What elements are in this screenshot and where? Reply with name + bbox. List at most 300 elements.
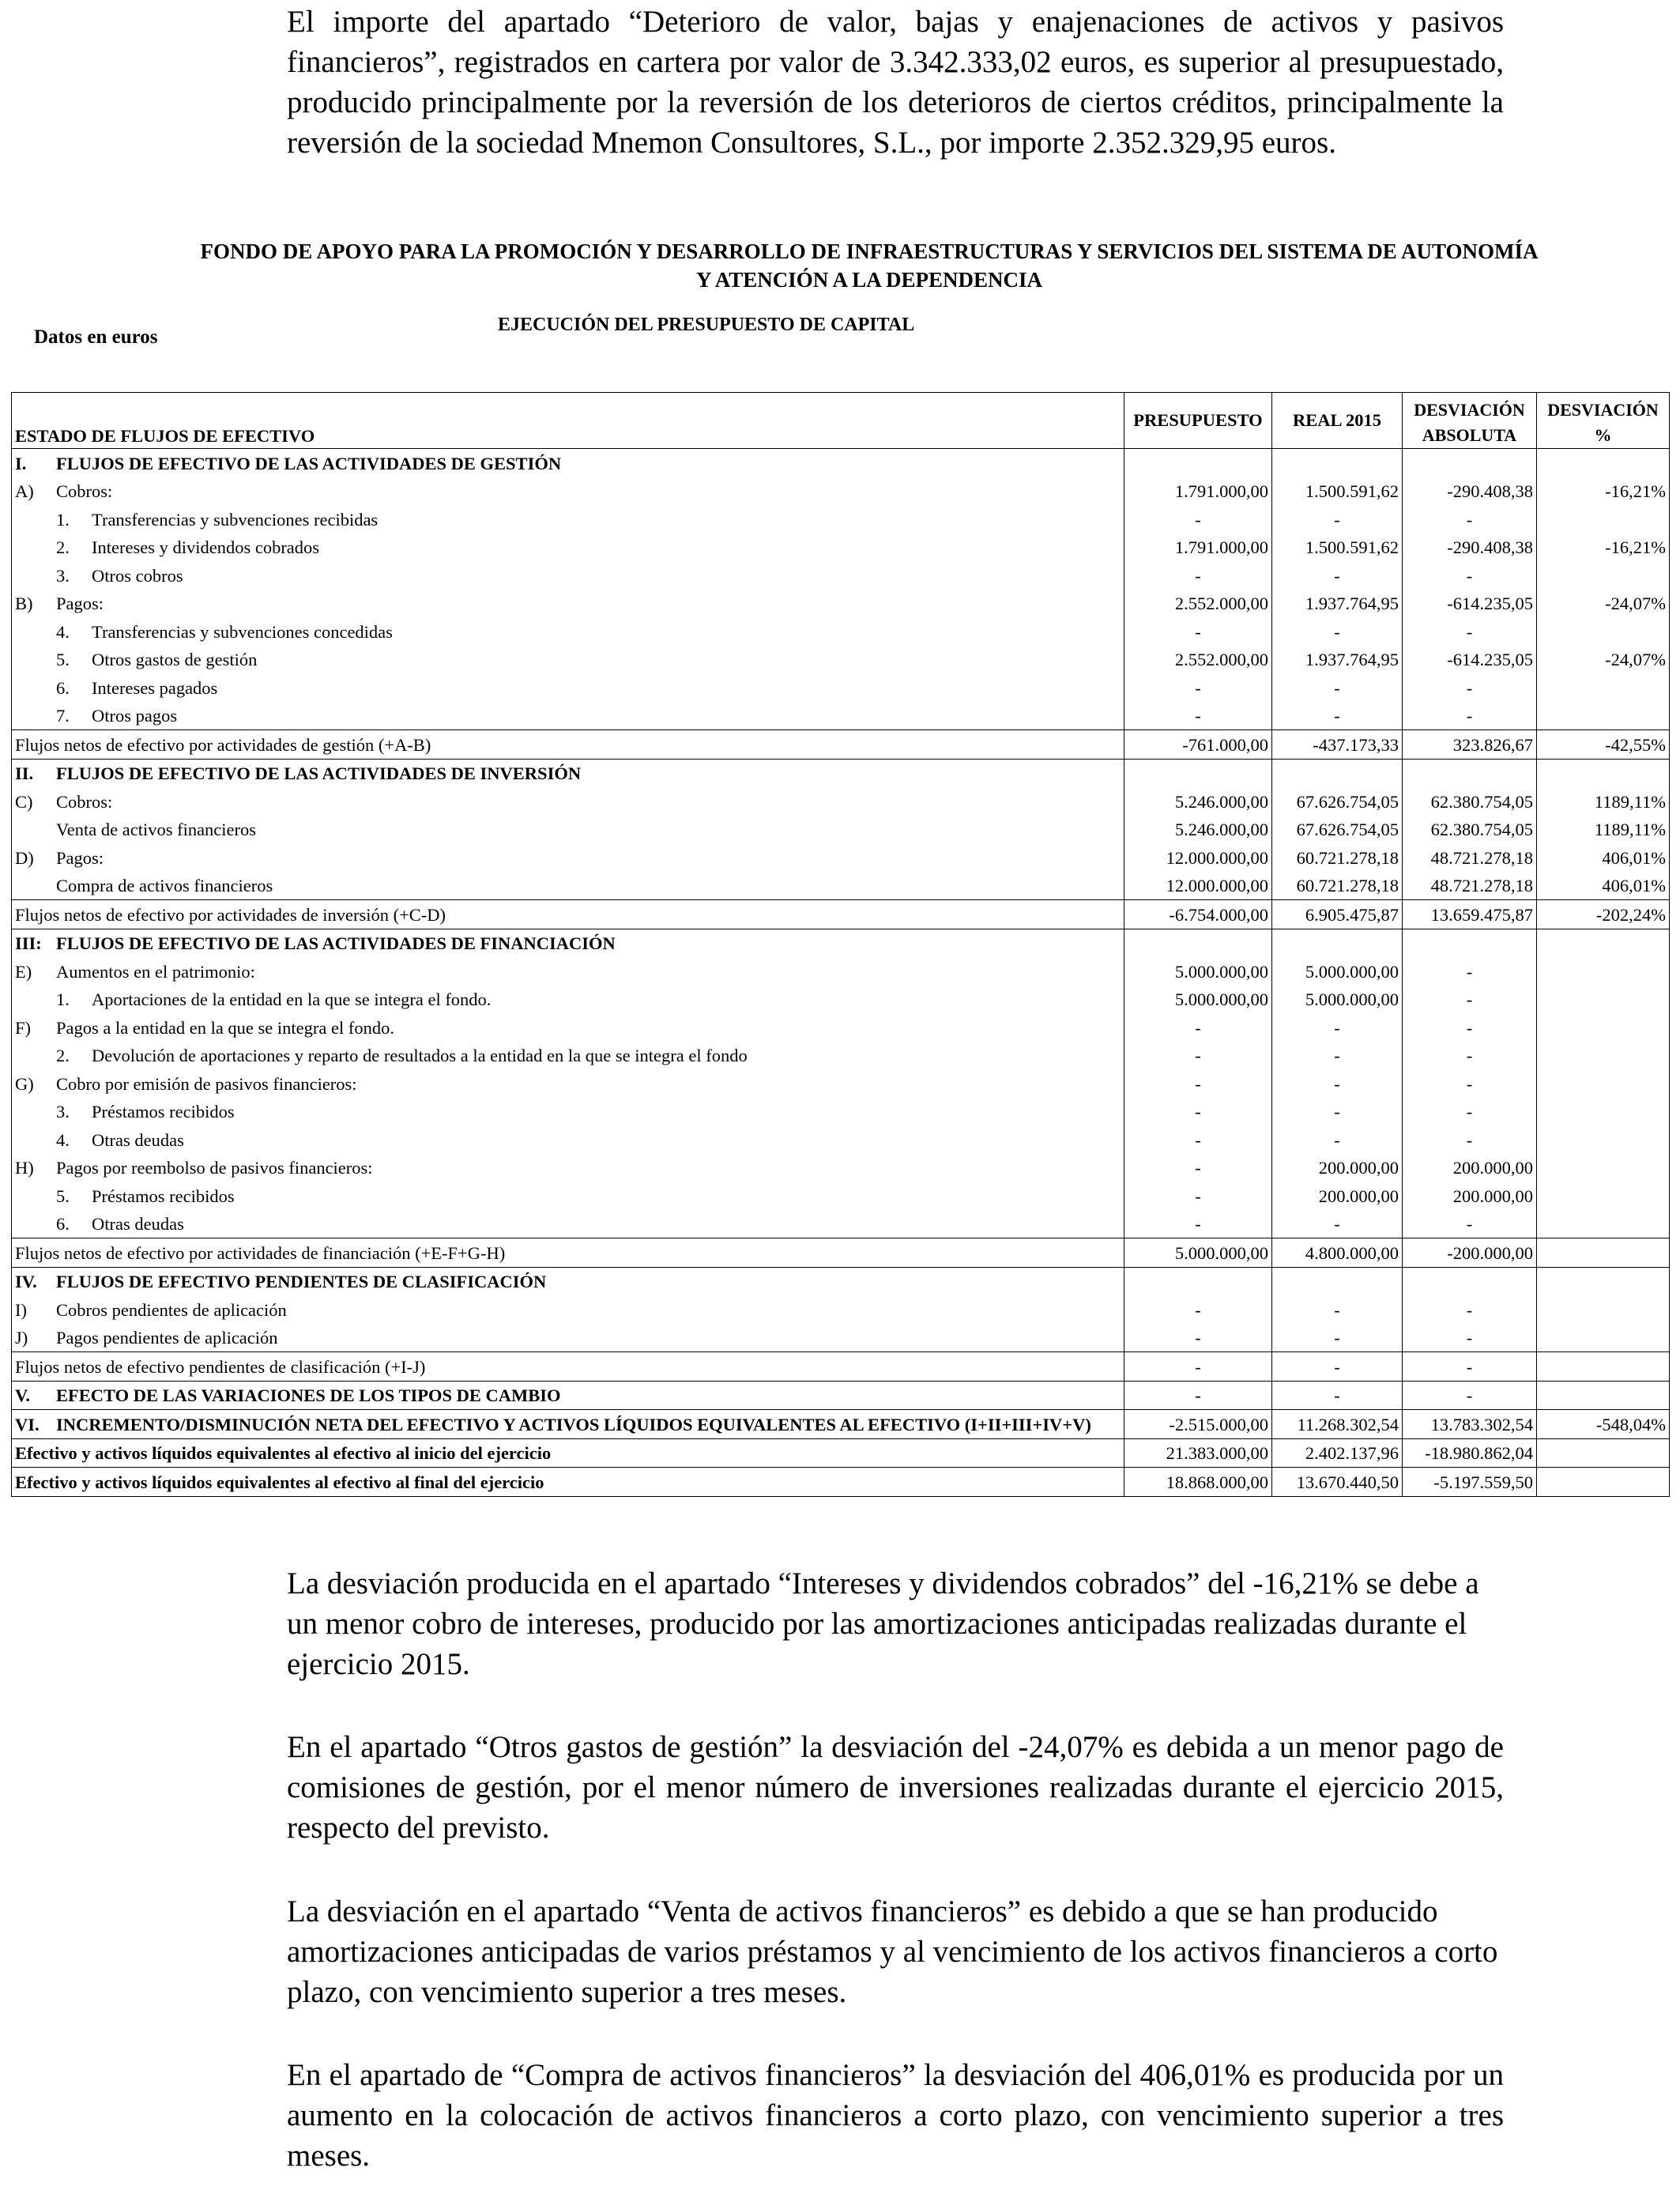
desviacion-pct-cell — [1537, 505, 1670, 533]
real-cell: - — [1272, 673, 1403, 702]
row-label-cell — [12, 1381, 1124, 1410]
row-label: Transferencias y subvenciones recibidas — [92, 509, 379, 530]
desviacion-absoluta-cell: - — [1403, 1125, 1537, 1154]
table-row — [12, 1410, 1670, 1439]
real-cell: - — [1272, 1125, 1403, 1154]
table-row — [12, 759, 1670, 787]
row-label: Flujos netos de efectivo por actividades de inversión (+C-D) — [15, 904, 446, 925]
row-code: 4. — [56, 1129, 70, 1150]
desviacion-absoluta-cell: - — [1403, 1381, 1537, 1410]
row-label: INCREMENTO/DISMINUCIÓN NETA DEL EFECTIVO Y ACTIVOS LÍQUIDOS EQUIVALENTES AL EFECTIVO (I+II+III+IV+V) — [56, 1414, 1091, 1434]
real-cell: - — [1272, 1098, 1403, 1126]
row-label-cell — [12, 477, 1124, 506]
row-label-cell — [12, 1324, 1124, 1352]
row-label-cell — [12, 1154, 1124, 1182]
row-label-cell — [12, 1210, 1124, 1238]
row-label: Aumentos en el patrimonio: — [56, 961, 255, 982]
row-code: 7. — [56, 706, 70, 726]
real-cell: 67.626.754,05 — [1272, 816, 1403, 844]
table-row — [12, 1295, 1670, 1324]
presupuesto-cell: -2.515.000,00 — [1124, 1410, 1272, 1439]
presupuesto-cell: - — [1124, 702, 1272, 730]
desviacion-pct-cell: -548,04% — [1537, 1410, 1670, 1439]
row-label-cell — [12, 1238, 1124, 1268]
row-code: I) — [15, 1299, 27, 1320]
row-label: Flujos netos de efectivo por actividades de financiación (+E-F+G-H) — [15, 1242, 506, 1263]
table-row — [12, 1324, 1670, 1352]
row-code: VI. — [15, 1414, 40, 1434]
table-row — [12, 533, 1670, 562]
units-label: Datos en euros — [34, 326, 158, 348]
real-cell: - — [1272, 1352, 1403, 1382]
table-row — [12, 1210, 1670, 1238]
table-row — [12, 505, 1670, 533]
row-label-cell — [12, 900, 1124, 929]
desviacion-absoluta-cell: - — [1403, 1324, 1537, 1352]
paragraph-3: La desviación en el apartado “Venta de activos financieros” es debido a que se han producido amortizaciones anticipadas de varios préstamos y al vencimiento de los activos financieros a corto plazo, con vencimiento superior a tres meses. — [287, 1894, 1498, 2009]
row-label-cell — [12, 843, 1124, 872]
table-row — [12, 1267, 1670, 1295]
row-label-cell — [12, 787, 1124, 816]
row-code: III: — [15, 933, 42, 953]
presupuesto-cell: 2.552.000,00 — [1124, 646, 1272, 674]
row-label-cell — [12, 957, 1124, 986]
real-cell: 200.000,00 — [1272, 1154, 1403, 1182]
row-label-cell — [12, 1125, 1124, 1154]
row-label: FLUJOS DE EFECTIVO DE LAS ACTIVIDADES DE FINANCIACIÓN — [56, 933, 616, 953]
desviacion-absoluta-cell: -290.408,38 — [1403, 477, 1537, 506]
header-real: REAL 2015 — [1272, 393, 1403, 449]
table-row — [12, 900, 1670, 929]
desviacion-absoluta-cell: - — [1403, 702, 1537, 730]
desviacion-pct-cell — [1537, 1267, 1670, 1295]
paragraph-2: En el apartado “Otros gastos de gestión” la desviación del -24,07% es debida a un menor pago de comisiones de gestión, por el menor número de inversiones realizadas durante el ejercicio 2015, respecto del previsto. — [287, 1730, 1504, 1845]
table-row — [12, 561, 1670, 590]
table-row — [12, 1042, 1670, 1070]
desviacion-pct-cell: -24,07% — [1537, 646, 1670, 674]
header-label: ESTADO DE FLUJOS DE EFECTIVO — [12, 393, 1124, 449]
row-code: 6. — [56, 1214, 70, 1234]
real-cell — [1272, 759, 1403, 787]
paragraph-4: En el apartado de “Compra de activos financieros” la desviación del 406,01% es producida por un aumento en la colocación de activos financieros a corto plazo, con vencimiento superior a tres meses. — [287, 2058, 1504, 2173]
presupuesto-cell: - — [1124, 673, 1272, 702]
table-header-row — [12, 393, 1670, 449]
desviacion-absoluta-cell — [1403, 449, 1537, 477]
row-label: EFECTO DE LAS VARIACIONES DE LOS TIPOS DE CAMBIO — [56, 1385, 561, 1405]
row-label: Cobros: — [56, 481, 113, 501]
desviacion-absoluta-cell: 48.721.278,18 — [1403, 843, 1537, 872]
desviacion-pct-cell — [1537, 1098, 1670, 1126]
desviacion-pct-cell — [1537, 1013, 1670, 1042]
row-label: Flujos netos de efectivo pendientes de clasificación (+I-J) — [15, 1356, 426, 1377]
row-label-cell — [12, 1042, 1124, 1070]
row-label: Intereses pagados — [92, 677, 218, 698]
table-row — [12, 1238, 1670, 1268]
presupuesto-cell: -761.000,00 — [1124, 730, 1272, 760]
row-label-cell — [12, 1182, 1124, 1210]
desviacion-absoluta-cell: -614.235,05 — [1403, 646, 1537, 674]
row-code: I. — [15, 453, 27, 473]
desviacion-absoluta-cell — [1403, 929, 1537, 957]
row-label-cell — [12, 1468, 1124, 1497]
row-code: IV. — [15, 1272, 37, 1291]
presupuesto-cell: - — [1124, 1182, 1272, 1210]
row-code: A) — [15, 481, 34, 501]
presupuesto-cell — [1124, 759, 1272, 787]
row-label-cell — [12, 673, 1124, 702]
desviacion-absoluta-cell: 62.380.754,05 — [1403, 787, 1537, 816]
real-cell — [1272, 449, 1403, 477]
row-code: 3. — [56, 1102, 70, 1122]
desviacion-absoluta-cell: 48.721.278,18 — [1403, 872, 1537, 900]
table-row — [12, 730, 1670, 760]
table-row — [12, 590, 1670, 618]
desviacion-pct-cell: -24,07% — [1537, 590, 1670, 618]
row-label: Flujos netos de efectivo por actividades de gestión (+A-B) — [15, 734, 431, 755]
table-row — [12, 646, 1670, 674]
desviacion-absoluta-cell: 200.000,00 — [1403, 1154, 1537, 1182]
desviacion-pct-cell: 1189,11% — [1537, 787, 1670, 816]
desviacion-pct-cell — [1537, 1295, 1670, 1324]
row-label: Cobros: — [56, 791, 113, 812]
table-row — [12, 787, 1670, 816]
row-code: 5. — [56, 650, 70, 669]
row-label: Otros pagos — [92, 706, 178, 726]
row-label-cell — [12, 1013, 1124, 1042]
desviacion-pct-cell — [1537, 1042, 1670, 1070]
presupuesto-cell: - — [1124, 1381, 1272, 1410]
table-row — [12, 1438, 1670, 1468]
real-cell: 6.905.475,87 — [1272, 900, 1403, 929]
row-label-cell — [12, 617, 1124, 646]
fund-title-line1: FONDO DE APOYO PARA LA PROMOCIÓN Y DESARROLLO DE INFRAESTRUCTURAS Y SERVICIOS DEL SISTEMA DE AUTONOMÍA — [200, 239, 1539, 263]
real-cell: - — [1272, 617, 1403, 646]
row-code: C) — [15, 791, 33, 812]
row-label: Préstamos recibidos — [92, 1102, 235, 1122]
row-label-cell — [12, 449, 1124, 477]
presupuesto-cell: 21.383.000,00 — [1124, 1438, 1272, 1468]
desviacion-absoluta-cell: - — [1403, 1352, 1537, 1382]
presupuesto-cell: -6.754.000,00 — [1124, 900, 1272, 929]
presupuesto-cell: - — [1124, 1013, 1272, 1042]
table-row — [12, 1013, 1670, 1042]
table-row — [12, 843, 1670, 872]
desviacion-pct-cell — [1537, 1238, 1670, 1268]
row-label-cell — [12, 533, 1124, 562]
presupuesto-cell: - — [1124, 1098, 1272, 1126]
real-cell: 5.000.000,00 — [1272, 986, 1403, 1014]
row-label: Devolución de aportaciones y reparto de resultados a la entidad en la que se integra el fondo — [92, 1046, 748, 1065]
row-label-cell — [12, 561, 1124, 590]
row-label-cell — [12, 1410, 1124, 1439]
real-cell: -437.173,33 — [1272, 730, 1403, 760]
desviacion-absoluta-cell: - — [1403, 1013, 1537, 1042]
row-label: FLUJOS DE EFECTIVO PENDIENTES DE CLASIFICACIÓN — [56, 1272, 547, 1291]
desviacion-pct-cell — [1537, 1125, 1670, 1154]
real-cell: 5.000.000,00 — [1272, 957, 1403, 986]
desviacion-absoluta-cell: 13.783.302,54 — [1403, 1410, 1537, 1439]
row-code: 4. — [56, 621, 70, 642]
desviacion-pct-cell — [1537, 1154, 1670, 1182]
row-label-cell — [12, 1295, 1124, 1324]
table-row — [12, 1069, 1670, 1098]
row-code: G) — [15, 1073, 34, 1094]
table-row — [12, 1352, 1670, 1382]
desviacion-pct-cell — [1537, 1182, 1670, 1210]
desviacion-absoluta-cell: - — [1403, 561, 1537, 590]
real-cell: 67.626.754,05 — [1272, 787, 1403, 816]
presupuesto-cell: 5.000.000,00 — [1124, 957, 1272, 986]
table-row — [12, 986, 1670, 1014]
row-label-cell — [12, 646, 1124, 674]
real-cell: 1.500.591,62 — [1272, 533, 1403, 562]
row-label: FLUJOS DE EFECTIVO DE LAS ACTIVIDADES DE INVERSIÓN — [56, 763, 582, 783]
presupuesto-cell: 12.000.000,00 — [1124, 843, 1272, 872]
real-cell: 1.500.591,62 — [1272, 477, 1403, 506]
desviacion-pct-cell: 406,01% — [1537, 843, 1670, 872]
presupuesto-cell: - — [1124, 1210, 1272, 1238]
header-presupuesto: PRESUPUESTO — [1124, 393, 1272, 449]
table-row — [12, 617, 1670, 646]
table-row — [12, 929, 1670, 957]
real-cell: - — [1272, 561, 1403, 590]
desviacion-pct-cell — [1537, 1438, 1670, 1468]
row-label-cell — [12, 1098, 1124, 1126]
presupuesto-cell: - — [1124, 617, 1272, 646]
desviacion-pct-cell — [1537, 1352, 1670, 1382]
header-desviacion-absoluta — [1403, 393, 1537, 449]
desviacion-absoluta-cell — [1403, 1267, 1537, 1295]
header-abs-line1: DESVIACIÓN — [1414, 400, 1525, 420]
presupuesto-cell: 5.000.000,00 — [1124, 986, 1272, 1014]
desviacion-absoluta-cell: - — [1403, 1098, 1537, 1126]
presupuesto-cell: 1.791.000,00 — [1124, 477, 1272, 506]
presupuesto-cell: 5.246.000,00 — [1124, 816, 1272, 844]
row-code: 2. — [56, 537, 70, 557]
real-cell: - — [1272, 1013, 1403, 1042]
desviacion-pct-cell: -16,21% — [1537, 477, 1670, 506]
desviacion-pct-cell — [1537, 1381, 1670, 1410]
row-label: Intereses y dividendos cobrados — [92, 537, 320, 557]
presupuesto-cell: 1.791.000,00 — [1124, 533, 1272, 562]
desviacion-absoluta-cell — [1403, 759, 1537, 787]
row-label-cell — [12, 1267, 1124, 1295]
table-row — [12, 449, 1670, 477]
row-label: FLUJOS DE EFECTIVO DE LAS ACTIVIDADES DE GESTIÓN — [56, 453, 562, 473]
real-cell: 60.721.278,18 — [1272, 872, 1403, 900]
table-row — [12, 673, 1670, 702]
row-code: 1. — [56, 990, 70, 1009]
presupuesto-cell: - — [1124, 505, 1272, 533]
row-label-cell — [12, 986, 1124, 1014]
row-label: Préstamos recibidos — [92, 1186, 235, 1206]
row-label-cell — [12, 505, 1124, 533]
row-code: V. — [15, 1385, 30, 1405]
row-label-cell — [12, 1438, 1124, 1468]
row-code: 2. — [56, 1046, 70, 1065]
row-label-cell — [12, 759, 1124, 787]
presupuesto-cell: - — [1124, 561, 1272, 590]
desviacion-pct-cell — [1537, 1324, 1670, 1352]
desviacion-pct-cell — [1537, 1210, 1670, 1238]
row-code: E) — [15, 961, 32, 982]
presupuesto-cell — [1124, 1267, 1272, 1295]
fund-title-line2: Y ATENCIÓN A LA DEPENDENCIA — [695, 268, 1043, 292]
desviacion-absoluta-cell: 13.659.475,87 — [1403, 900, 1537, 929]
table-row — [12, 1098, 1670, 1126]
table-row — [12, 957, 1670, 986]
table-row — [12, 477, 1670, 506]
desviacion-absoluta-cell: 323.826,67 — [1403, 730, 1537, 760]
real-cell: 60.721.278,18 — [1272, 843, 1403, 872]
header-abs-line2: ABSOLUTA — [1422, 425, 1517, 445]
real-cell: 1.937.764,95 — [1272, 646, 1403, 674]
presupuesto-cell — [1124, 449, 1272, 477]
row-label-cell — [12, 590, 1124, 618]
intro-paragraph: El importe del apartado “Deterioro de valor, bajas y enajenaciones de activos y pasivos financieros”, registrados en cartera por valor de 3.342.333,02 euros, es superior al presupuestado, producido principalmente por la reversión de los deterioros de ciertos créditos, principalmente la reversión de la sociedad Mnemon Consultores, S.L., por importe 2.352.329,95 euros. — [287, 5, 1504, 160]
desviacion-pct-cell — [1537, 702, 1670, 730]
desviacion-pct-cell — [1537, 673, 1670, 702]
row-label-cell — [12, 872, 1124, 900]
row-code: F) — [15, 1017, 32, 1038]
real-cell: 200.000,00 — [1272, 1182, 1403, 1210]
presupuesto-cell: - — [1124, 1125, 1272, 1154]
real-cell — [1272, 1267, 1403, 1295]
desviacion-absoluta-cell: - — [1403, 957, 1537, 986]
desviacion-absoluta-cell: -290.408,38 — [1403, 533, 1537, 562]
table-row — [12, 1154, 1670, 1182]
real-cell: 4.800.000,00 — [1272, 1238, 1403, 1268]
real-cell: - — [1272, 1295, 1403, 1324]
presupuesto-cell: - — [1124, 1295, 1272, 1324]
row-label: Pagos: — [56, 594, 104, 613]
fund-title — [142, 237, 1596, 294]
row-code: J) — [15, 1328, 28, 1348]
real-cell: - — [1272, 702, 1403, 730]
desviacion-pct-cell: 406,01% — [1537, 872, 1670, 900]
real-cell — [1272, 929, 1403, 957]
row-label-cell — [12, 929, 1124, 957]
desviacion-absoluta-cell: - — [1403, 1042, 1537, 1070]
desviacion-pct-cell — [1537, 449, 1670, 477]
header-pct-line1: DESVIACIÓN — [1547, 400, 1659, 420]
real-cell: - — [1272, 1324, 1403, 1352]
real-cell: 1.937.764,95 — [1272, 590, 1403, 618]
desviacion-pct-cell: -202,24% — [1537, 900, 1670, 929]
real-cell: 2.402.137,96 — [1272, 1438, 1403, 1468]
presupuesto-cell: 18.868.000,00 — [1124, 1468, 1272, 1497]
desviacion-pct-cell: -16,21% — [1537, 533, 1670, 562]
row-label: Otros gastos de gestión — [92, 650, 258, 669]
row-label-cell — [12, 816, 1124, 844]
row-code: 6. — [56, 677, 70, 698]
desviacion-absoluta-cell: - — [1403, 617, 1537, 646]
desviacion-absoluta-cell: -18.980.862,04 — [1403, 1438, 1537, 1468]
row-label: Otros cobros — [92, 565, 183, 586]
row-label: Pagos pendientes de aplicación — [56, 1328, 278, 1348]
row-label: Pagos por reembolso de pasivos financieros: — [56, 1158, 373, 1178]
row-code: H) — [15, 1158, 34, 1178]
table-row — [12, 1468, 1670, 1497]
presupuesto-cell: 2.552.000,00 — [1124, 590, 1272, 618]
desviacion-pct-cell: -42,55% — [1537, 730, 1670, 760]
row-label: Transferencias y subvenciones concedidas — [92, 621, 393, 642]
desviacion-pct-cell — [1537, 561, 1670, 590]
row-code: 5. — [56, 1186, 70, 1206]
row-label-cell — [12, 730, 1124, 760]
presupuesto-cell: 5.000.000,00 — [1124, 1238, 1272, 1268]
real-cell: 11.268.302,54 — [1272, 1410, 1403, 1439]
row-label: Pagos a la entidad en la que se integra el fondo. — [56, 1017, 394, 1038]
row-label: Venta de activos financieros — [56, 820, 257, 839]
desviacion-pct-cell — [1537, 929, 1670, 957]
presupuesto-cell: 12.000.000,00 — [1124, 872, 1272, 900]
real-cell: - — [1272, 1042, 1403, 1070]
row-label: Cobro por emisión de pasivos financieros: — [56, 1073, 357, 1094]
real-cell: - — [1272, 1381, 1403, 1410]
presupuesto-cell: - — [1124, 1154, 1272, 1182]
presupuesto-cell: - — [1124, 1352, 1272, 1382]
table-row — [12, 1125, 1670, 1154]
row-label: Aportaciones de la entidad en la que se integra el fondo. — [92, 990, 492, 1009]
row-label: Efectivo y activos líquidos equivalentes al efectivo al final del ejercicio — [15, 1472, 544, 1492]
desviacion-absoluta-cell: - — [1403, 505, 1537, 533]
desviacion-absoluta-cell: 200.000,00 — [1403, 1182, 1537, 1210]
table-row — [12, 1381, 1670, 1410]
row-label: Otras deudas — [92, 1214, 184, 1234]
real-cell: - — [1272, 1069, 1403, 1098]
desviacion-pct-cell — [1537, 617, 1670, 646]
desviacion-absoluta-cell: - — [1403, 1069, 1537, 1098]
desviacion-absoluta-cell: -5.197.559,50 — [1403, 1468, 1537, 1497]
row-code: B) — [15, 594, 33, 613]
table-row — [12, 816, 1670, 844]
table-row — [12, 1182, 1670, 1210]
desviacion-absoluta-cell: - — [1403, 986, 1537, 1014]
row-code: 3. — [56, 565, 70, 586]
cash-flow-table — [11, 392, 1670, 1497]
header-pct-line2: % — [1594, 425, 1612, 445]
row-label: Compra de activos financieros — [56, 876, 273, 895]
desviacion-pct-cell — [1537, 759, 1670, 787]
header-desviacion-pct — [1537, 393, 1670, 449]
row-label: Efectivo y activos líquidos equivalentes al efectivo al inicio del ejercicio — [15, 1443, 552, 1463]
row-label: Cobros pendientes de aplicación — [56, 1299, 287, 1320]
presupuesto-cell — [1124, 929, 1272, 957]
row-label-cell — [12, 1069, 1124, 1098]
desviacion-absoluta-cell: - — [1403, 1210, 1537, 1238]
desviacion-absoluta-cell: -614.235,05 — [1403, 590, 1537, 618]
desviacion-absoluta-cell: - — [1403, 673, 1537, 702]
real-cell: 13.670.440,50 — [1272, 1468, 1403, 1497]
row-code: 1. — [56, 509, 70, 530]
table-row — [12, 702, 1670, 730]
row-label: Otras deudas — [92, 1129, 184, 1150]
presupuesto-cell: - — [1124, 1042, 1272, 1070]
table-row — [12, 872, 1670, 900]
desviacion-pct-cell — [1537, 1468, 1670, 1497]
desviacion-absoluta-cell: -200.000,00 — [1403, 1238, 1537, 1268]
presupuesto-cell: - — [1124, 1324, 1272, 1352]
desviacion-pct-cell — [1537, 986, 1670, 1014]
real-cell: - — [1272, 1210, 1403, 1238]
row-label: Pagos: — [56, 847, 104, 868]
paragraph-1: La desviación producida en el apartado “Intereses y dividendos cobrados” del -16,21% se debe a un menor cobro de intereses, producido por las amortizaciones anticipadas realizadas durante el ejercicio 2015. — [287, 1566, 1479, 1681]
section-title: EJECUCIÓN DEL PRESUPUESTO DE CAPITAL — [498, 315, 915, 335]
presupuesto-cell: 5.246.000,00 — [1124, 787, 1272, 816]
row-code: II. — [15, 763, 34, 783]
desviacion-pct-cell: 1189,11% — [1537, 816, 1670, 844]
